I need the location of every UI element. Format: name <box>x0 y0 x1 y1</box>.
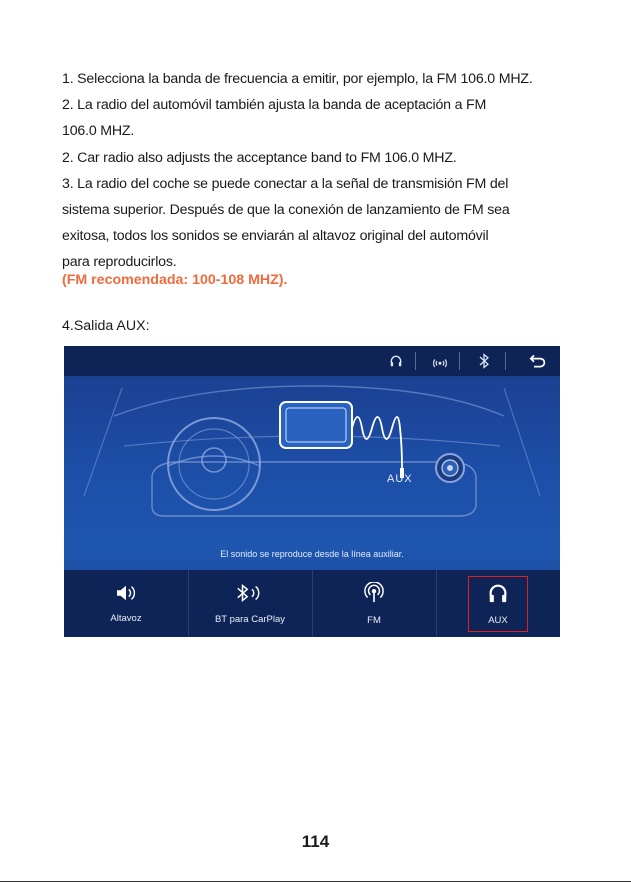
wireless-icon[interactable] <box>430 351 450 371</box>
instructions <box>62 66 592 276</box>
speaker-icon <box>115 584 137 607</box>
source-button-speaker[interactable] <box>64 570 188 637</box>
recommended-fm-note: (FM recomendada: 100-108 MHZ). <box>62 272 288 288</box>
footer-rule <box>0 881 631 882</box>
source-label-bt-carplay: BT para CarPlay <box>214 613 286 625</box>
instruction-line-5: 3. La radio del coche se puede conectar a la señal de transmisión FM del <box>62 175 509 192</box>
headphones-icon <box>487 582 509 609</box>
instruction-line-2: 2. La radio del automóvil también ajusta la banda de aceptación a FM <box>62 97 487 114</box>
source-selector-bar <box>64 570 560 637</box>
source-button-aux[interactable] <box>468 576 528 632</box>
instruction-line-7: exitosa, todos los sonidos se enviarán al altavoz original del automóvil <box>62 228 489 245</box>
instruction-line-4: 2. Car radio also adjusts the acceptance band to FM 106.0 MHZ. <box>62 149 457 166</box>
back-icon[interactable] <box>528 351 548 371</box>
source-label-aux: AUX <box>488 615 508 626</box>
instruction-line-1: 1. Selecciona la banda de frecuencia a emitir, por ejemplo, la FM 106.0 MHZ. <box>62 71 533 87</box>
aux-output-heading: 4.Salida AUX: <box>62 318 150 334</box>
bluetooth-audio-icon <box>235 583 265 608</box>
instruction-line-8: para reproducirlos. <box>62 254 177 271</box>
status-bar <box>64 346 560 376</box>
source-label-fm: FM <box>367 614 381 626</box>
source-button-bt-carplay[interactable] <box>188 570 312 637</box>
source-label-speaker: Altavoz <box>110 612 142 624</box>
source-button-fm[interactable] <box>312 570 436 637</box>
bluetooth-icon[interactable] <box>474 351 494 371</box>
page-number: 114 <box>301 832 330 851</box>
broadcast-icon <box>364 582 384 609</box>
head-unit-screenshot <box>64 346 560 637</box>
car-interior-illustration <box>64 376 560 570</box>
instruction-line-3: 106.0 MHZ. <box>62 123 135 140</box>
headphones-icon[interactable] <box>386 351 406 371</box>
instruction-line-6: sistema superior. Después de que la conexión de lanzamiento de FM sea <box>62 201 510 218</box>
aux-caption: El sonido se reproduce desde la línea auxiliar. <box>220 549 404 559</box>
aux-port-label: AUX <box>387 473 413 485</box>
